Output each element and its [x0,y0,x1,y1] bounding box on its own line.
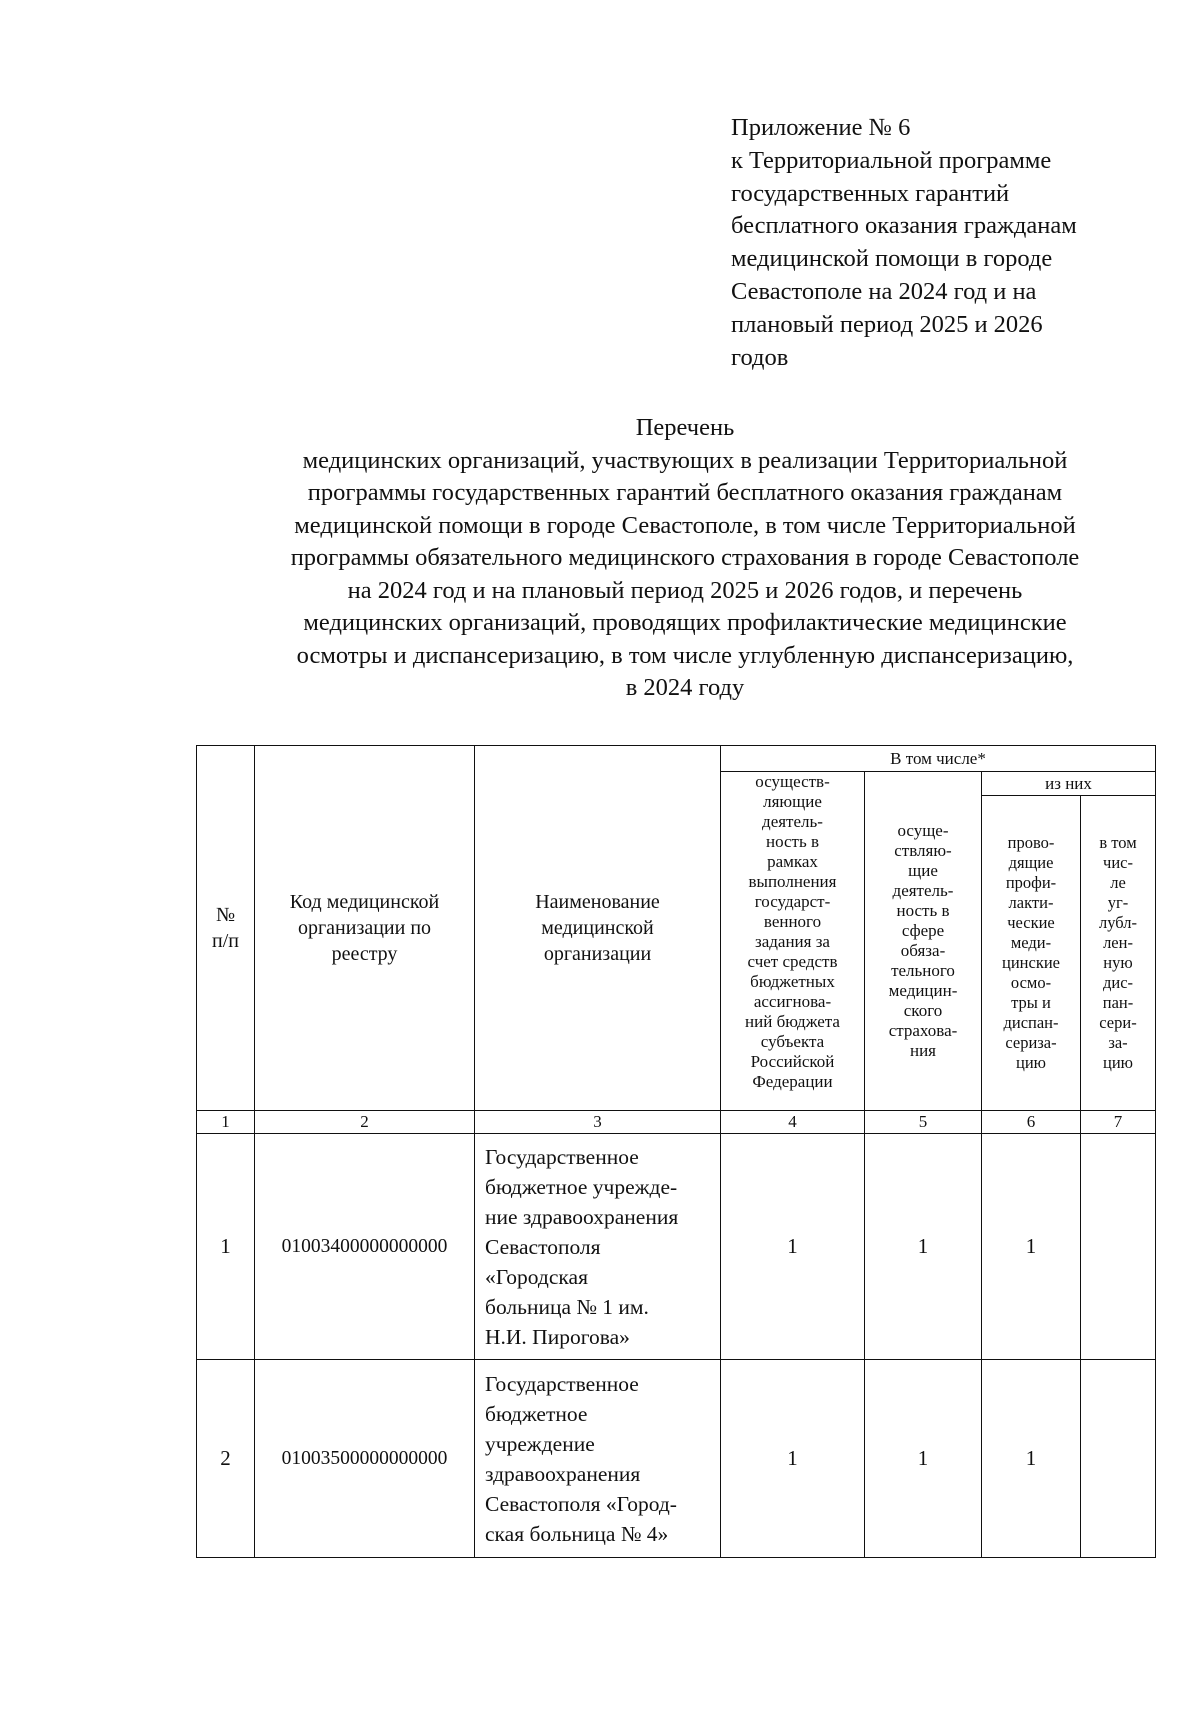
header-code: Код медицинской организации по реестру [255,746,475,1111]
header-including: В том числе* [721,746,1156,772]
header-col6: прово- дящие профи- лакти- ческие меди- цинские осмо- тры и диспан- сериза- цию [982,796,1081,1111]
heading-line: медицинской помощи в городе Севастополе, в том числе Территориальной [294,511,1076,539]
row-col7 [1081,1360,1156,1558]
column-number: 2 [255,1111,475,1134]
header-col5: осуще- ствляю- щие деятель- ность в сфере обяза- тельного медицин- ского страхова- ния [865,772,982,1111]
heading-line: медицинских организаций, проводящих профилактические медицинские [303,609,1067,636]
organizations-table [196,745,1156,1558]
heading-line: на 2024 год и на плановый период 2025 и 2026 годов, и перечень [347,576,1023,604]
annex-line: медицинской помощи в городе [731,245,1053,273]
column-numbers-row [197,1111,1156,1134]
annex-line: государственных гарантий [731,179,1010,207]
heading-line: в 2024 году [625,674,745,701]
row-col5: 1 [865,1360,982,1558]
row-col5: 1 [865,1134,982,1360]
table-row [197,1360,1156,1558]
row-col4: 1 [721,1134,865,1360]
column-number: 7 [1081,1111,1156,1134]
column-number: 1 [197,1111,255,1134]
row-col6: 1 [982,1360,1081,1558]
annex-line: к Территориальной программе [731,146,1052,174]
heading-line: осмотры и диспансеризацию, в том числе углубленную диспансеризацию, [296,641,1074,669]
header-name: Наименование медицинской организации [475,746,721,1111]
header-num: № п/п [197,746,255,1111]
row-code: 01003400000000000 [255,1134,475,1360]
row-num: 2 [197,1360,255,1558]
column-number: 3 [475,1111,721,1134]
column-number: 5 [865,1111,982,1134]
row-num: 1 [197,1134,255,1360]
heading-line: программы государственных гарантий бесплатного оказания гражданам [307,479,1063,506]
annex-line: Севастополе на 2024 год и на [731,277,1037,305]
annex-line: Приложение № 6 [731,114,911,141]
header-col4: осуществ- ляющие деятель- ность в рамках выполнения государст- венного задания за счет средств бюджетных ассигнова- ний бюджета субъекта Российской Федерации [721,772,865,1111]
heading-line: программы обязательного медицинского страхования в городе Севастополе [290,544,1080,571]
heading-title: Перечень [635,414,735,441]
row-col6: 1 [982,1134,1081,1360]
row-col7 [1081,1134,1156,1360]
annex-block [731,112,1151,374]
table-row [197,1134,1156,1360]
column-number: 4 [721,1111,865,1134]
document-heading [130,412,1200,705]
row-col4: 1 [721,1360,865,1558]
header-col7: в том чис- ле уг- лубл- лен- ную дис- пан- сери- за- цию [1081,796,1156,1111]
header-of-them: из них [982,772,1156,796]
annex-line: бесплатного оказания гражданам [731,212,1077,240]
row-org-name: Государственное бюджетное учреждение здравоохранения Севастополя «Город- ская больница № 4» [475,1360,721,1558]
row-org-name: Государственное бюджетное учрежде- ние здравоохранения Севастополя «Городская больница № 1 им. Н.И. Пирогова» [475,1134,721,1360]
row-code: 01003500000000000 [255,1360,475,1558]
annex-line: плановый период 2025 и 2026 [731,310,1043,338]
column-number: 6 [982,1111,1081,1134]
heading-line: медицинских организаций, участвующих в реализации Территориальной [302,446,1068,474]
annex-line: годов [731,343,789,371]
